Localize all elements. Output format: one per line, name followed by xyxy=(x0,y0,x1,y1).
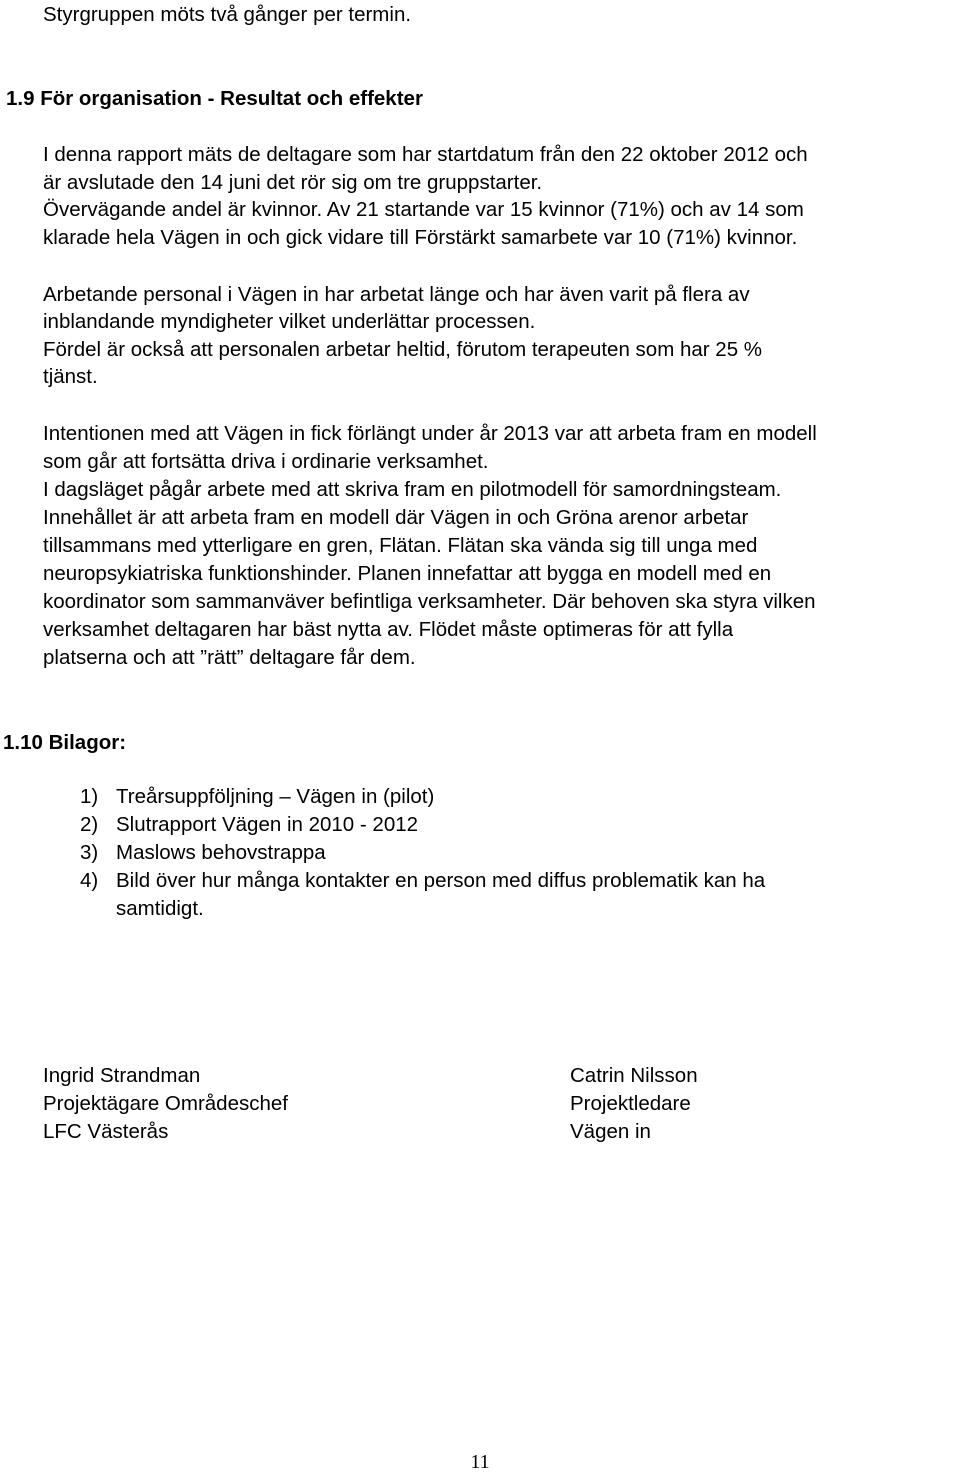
signature-title: Projektägare Områdeschef xyxy=(43,1092,288,1115)
list-item-number: 2) xyxy=(80,813,99,836)
signature-organization: Vägen in xyxy=(570,1120,651,1143)
signature-name: Ingrid Strandman xyxy=(43,1064,201,1087)
paragraph-line: verksamhet deltagaren har bäst nytta av. Flödet måste optimeras för att fylla xyxy=(43,618,734,641)
page-number: 11 xyxy=(470,1451,490,1473)
section-heading-1-10: 1.10 Bilagor: xyxy=(3,731,127,754)
list-item-text: Maslows behovstrappa xyxy=(116,841,326,864)
paragraph-line: Övervägande andel är kvinnor. Av 21 startande var 15 kvinnor (71%) och av 14 som xyxy=(43,198,804,221)
intro-line: Styrgruppen möts två gånger per termin. xyxy=(43,3,412,26)
paragraph-line: klarade hela Vägen in och gick vidare till Förstärkt samarbete var 10 (71%) kvinnor. xyxy=(43,226,798,249)
paragraph-line: är avslutade den 14 juni det rör sig om tre gruppstarter. xyxy=(43,171,543,194)
list-item-number: 1) xyxy=(80,785,99,808)
signature-title: Projektledare xyxy=(570,1092,691,1115)
paragraph-line: Fördel är också att personalen arbetar heltid, förutom terapeuten som har 25 % xyxy=(43,338,763,361)
signature-name: Catrin Nilsson xyxy=(570,1064,698,1087)
paragraph-line: neuropsykiatriska funktionshinder. Planen innefattar att bygga en modell med en xyxy=(43,562,772,585)
paragraph-line: Intentionen med att Vägen in fick förlängt under år 2013 var att arbeta fram en modell xyxy=(43,422,817,445)
paragraph-line: tillsammans med ytterligare en gren, Flätan. Flätan ska vända sig till unga med xyxy=(43,534,758,557)
list-item-text: samtidigt. xyxy=(116,897,204,920)
list-item-continuation xyxy=(80,895,204,923)
paragraph-line: I dagsläget pågår arbete med att skriva fram en pilotmodell för samordningsteam. xyxy=(43,478,782,501)
list-item-text: Bild över hur många kontakter en person med diffus problematik kan ha xyxy=(116,869,766,892)
paragraph-line: koordinator som sammanväver befintliga verksamheter. Där behoven ska styra vilken xyxy=(43,590,816,613)
list-item xyxy=(80,839,326,867)
paragraph-line: som går att fortsätta driva i ordinarie verksamhet. xyxy=(43,450,489,473)
paragraph-line: I denna rapport mäts de deltagare som har startdatum från den 22 oktober 2012 och xyxy=(43,143,808,166)
paragraph-line: tjänst. xyxy=(43,365,98,388)
list-item-number: 3) xyxy=(80,841,99,864)
list-item xyxy=(80,783,434,811)
paragraph-line: Arbetande personal i Vägen in har arbetat länge och har även varit på flera av xyxy=(43,283,750,306)
signature-organization: LFC Västerås xyxy=(43,1120,169,1143)
list-item xyxy=(80,811,418,839)
list-item-text: Slutrapport Vägen in 2010 - 2012 xyxy=(116,813,419,836)
list-item-number: 4) xyxy=(80,869,99,892)
list-item xyxy=(80,867,765,895)
paragraph-line: Innehållet är att arbeta fram en modell där Vägen in och Gröna arenor arbetar xyxy=(43,506,749,529)
paragraph-line: platserna och att ”rätt” deltagare får dem. xyxy=(43,646,416,669)
paragraph-line: inblandande myndigheter vilket underlättar processen. xyxy=(43,310,536,333)
section-heading-1-9: 1.9 För organisation - Resultat och effekter xyxy=(6,87,423,110)
list-item-text: Treårsuppföljning – Vägen in (pilot) xyxy=(116,785,435,808)
